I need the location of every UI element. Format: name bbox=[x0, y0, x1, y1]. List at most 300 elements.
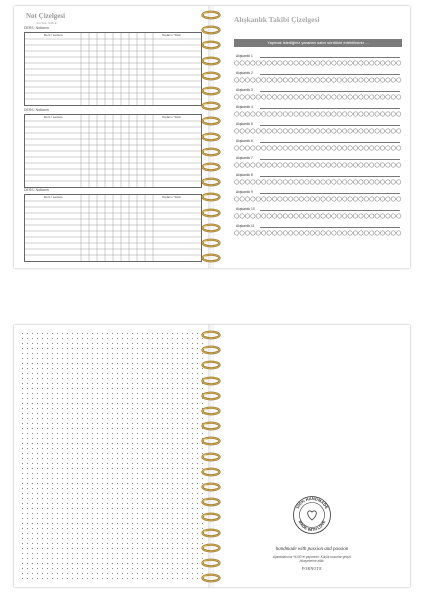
habit-day-circle[interactable] bbox=[375, 78, 379, 82]
habit-day-circle[interactable] bbox=[245, 214, 249, 218]
habit-day-circle[interactable] bbox=[380, 78, 384, 82]
habit-day-circle[interactable] bbox=[310, 197, 314, 201]
habit-day-circle[interactable] bbox=[343, 231, 347, 235]
habit-day-circle[interactable] bbox=[386, 95, 390, 99]
habit-day-circle[interactable] bbox=[267, 214, 271, 218]
habit-day-circle[interactable] bbox=[337, 231, 341, 235]
habit-day-circle[interactable] bbox=[370, 146, 374, 150]
habit-day-circle[interactable] bbox=[245, 129, 249, 133]
habit-day-circle[interactable] bbox=[310, 95, 314, 99]
habit-day-circle[interactable] bbox=[316, 61, 320, 65]
habit-day-circle[interactable] bbox=[262, 112, 266, 116]
habit-day-circle[interactable] bbox=[332, 214, 336, 218]
habit-day-circle[interactable] bbox=[235, 163, 239, 167]
habit-day-circle[interactable] bbox=[256, 197, 260, 201]
habit-day-circle[interactable] bbox=[283, 112, 287, 116]
habit-day-circle[interactable] bbox=[343, 78, 347, 82]
habit-day-circle[interactable] bbox=[283, 197, 287, 201]
habit-day-circle[interactable] bbox=[289, 214, 293, 218]
habit-day-circle[interactable] bbox=[299, 180, 303, 184]
habit-day-circle[interactable] bbox=[272, 231, 276, 235]
habit-day-circle[interactable] bbox=[299, 163, 303, 167]
habit-day-circle[interactable] bbox=[240, 78, 244, 82]
habit-day-circle[interactable] bbox=[294, 78, 298, 82]
habit-day-circle[interactable] bbox=[321, 214, 325, 218]
habit-day-circle[interactable] bbox=[305, 61, 309, 65]
habit-day-circle[interactable] bbox=[305, 163, 309, 167]
habit-day-circle[interactable] bbox=[348, 231, 352, 235]
habit-day-circle[interactable] bbox=[294, 146, 298, 150]
habit-day-circle[interactable] bbox=[397, 163, 401, 167]
habit-day-circle[interactable] bbox=[305, 129, 309, 133]
habit-day-circle[interactable] bbox=[364, 95, 368, 99]
habit-day-circle[interactable] bbox=[332, 112, 336, 116]
habit-day-circle[interactable] bbox=[262, 180, 266, 184]
habit-day-circle[interactable] bbox=[305, 78, 309, 82]
habit-day-circle[interactable] bbox=[289, 163, 293, 167]
habit-day-circle[interactable] bbox=[251, 231, 255, 235]
habit-day-circle[interactable] bbox=[251, 163, 255, 167]
habit-day-circle[interactable] bbox=[256, 78, 260, 82]
habit-day-circle[interactable] bbox=[235, 197, 239, 201]
habit-day-circle[interactable] bbox=[359, 129, 363, 133]
habit-day-circle[interactable] bbox=[294, 197, 298, 201]
habit-day-circle[interactable] bbox=[278, 146, 282, 150]
habit-day-circle[interactable] bbox=[353, 180, 357, 184]
habit-day-circle[interactable] bbox=[283, 61, 287, 65]
habit-day-circle[interactable] bbox=[283, 129, 287, 133]
habit-day-circle[interactable] bbox=[359, 61, 363, 65]
habit-day-circle[interactable] bbox=[397, 197, 401, 201]
habit-day-circle[interactable] bbox=[294, 231, 298, 235]
habit-day-circle[interactable] bbox=[272, 129, 276, 133]
habit-day-circle[interactable] bbox=[305, 146, 309, 150]
habit-day-circle[interactable] bbox=[321, 146, 325, 150]
habit-day-circle[interactable] bbox=[256, 163, 260, 167]
habit-day-circle[interactable] bbox=[245, 61, 249, 65]
habit-day-circle[interactable] bbox=[278, 180, 282, 184]
habit-day-circle[interactable] bbox=[397, 61, 401, 65]
habit-day-circle[interactable] bbox=[391, 163, 395, 167]
habit-day-circle[interactable] bbox=[370, 78, 374, 82]
habit-day-circle[interactable] bbox=[337, 129, 341, 133]
habit-day-circle[interactable] bbox=[332, 197, 336, 201]
habit-day-circle[interactable] bbox=[370, 197, 374, 201]
habit-day-circle[interactable] bbox=[337, 95, 341, 99]
habit-day-circle[interactable] bbox=[310, 180, 314, 184]
habit-day-circle[interactable] bbox=[267, 78, 271, 82]
habit-day-circle[interactable] bbox=[272, 95, 276, 99]
habit-day-circle[interactable] bbox=[267, 61, 271, 65]
habit-day-circle[interactable] bbox=[348, 95, 352, 99]
habit-day-circle[interactable] bbox=[326, 197, 330, 201]
habit-day-circle[interactable] bbox=[353, 78, 357, 82]
habit-day-circle[interactable] bbox=[251, 78, 255, 82]
habit-day-circle[interactable] bbox=[256, 112, 260, 116]
habit-day-circle[interactable] bbox=[353, 214, 357, 218]
habit-day-circle[interactable] bbox=[386, 129, 390, 133]
habit-day-circle[interactable] bbox=[278, 214, 282, 218]
habit-day-circle[interactable] bbox=[310, 163, 314, 167]
habit-day-circle[interactable] bbox=[310, 61, 314, 65]
habit-day-circle[interactable] bbox=[262, 231, 266, 235]
habit-day-circle[interactable] bbox=[235, 214, 239, 218]
habit-day-circle[interactable] bbox=[386, 78, 390, 82]
habit-day-circle[interactable] bbox=[321, 95, 325, 99]
habit-day-circle[interactable] bbox=[397, 129, 401, 133]
habit-day-circle[interactable] bbox=[262, 214, 266, 218]
habit-day-circle[interactable] bbox=[240, 146, 244, 150]
habit-day-circle[interactable] bbox=[337, 78, 341, 82]
habit-day-circle[interactable] bbox=[256, 231, 260, 235]
habit-day-circle[interactable] bbox=[299, 95, 303, 99]
habit-day-circle[interactable] bbox=[262, 61, 266, 65]
habit-day-circle[interactable] bbox=[391, 197, 395, 201]
habit-day-circle[interactable] bbox=[278, 78, 282, 82]
habit-day-circle[interactable] bbox=[305, 197, 309, 201]
habit-day-circle[interactable] bbox=[332, 95, 336, 99]
habit-day-circle[interactable] bbox=[380, 95, 384, 99]
habit-day-circle[interactable] bbox=[289, 78, 293, 82]
habit-day-circle[interactable] bbox=[326, 112, 330, 116]
habit-day-circle[interactable] bbox=[364, 112, 368, 116]
habit-day-circle[interactable] bbox=[391, 231, 395, 235]
habit-day-circle[interactable] bbox=[359, 78, 363, 82]
habit-day-circle[interactable] bbox=[337, 180, 341, 184]
habit-day-circle[interactable] bbox=[321, 180, 325, 184]
habit-day-circle[interactable] bbox=[348, 78, 352, 82]
habit-day-circle[interactable] bbox=[240, 231, 244, 235]
habit-day-circle[interactable] bbox=[272, 112, 276, 116]
habit-day-circle[interactable] bbox=[267, 129, 271, 133]
habit-day-circle[interactable] bbox=[289, 129, 293, 133]
habit-day-circle[interactable] bbox=[332, 180, 336, 184]
habit-day-circle[interactable] bbox=[364, 180, 368, 184]
habit-day-circle[interactable] bbox=[299, 112, 303, 116]
habit-day-circle[interactable] bbox=[370, 129, 374, 133]
habit-day-circle[interactable] bbox=[343, 214, 347, 218]
habit-day-circle[interactable] bbox=[283, 146, 287, 150]
habit-day-circle[interactable] bbox=[294, 61, 298, 65]
habit-day-circle[interactable] bbox=[316, 95, 320, 99]
habit-day-circle[interactable] bbox=[251, 197, 255, 201]
habit-day-circle[interactable] bbox=[397, 214, 401, 218]
habit-day-circle[interactable] bbox=[310, 78, 314, 82]
habit-day-circle[interactable] bbox=[278, 61, 282, 65]
habit-day-circle[interactable] bbox=[262, 78, 266, 82]
habit-day-circle[interactable] bbox=[348, 112, 352, 116]
habit-day-circle[interactable] bbox=[332, 231, 336, 235]
habit-day-circle[interactable] bbox=[343, 163, 347, 167]
habit-day-circle[interactable] bbox=[343, 146, 347, 150]
habit-day-circle[interactable] bbox=[294, 129, 298, 133]
habit-day-circle[interactable] bbox=[267, 231, 271, 235]
habit-day-circle[interactable] bbox=[359, 95, 363, 99]
habit-day-circle[interactable] bbox=[262, 163, 266, 167]
habit-day-circle[interactable] bbox=[359, 180, 363, 184]
habit-day-circle[interactable] bbox=[380, 180, 384, 184]
habit-day-circle[interactable] bbox=[245, 197, 249, 201]
habit-day-circle[interactable] bbox=[397, 231, 401, 235]
habit-day-circle[interactable] bbox=[364, 197, 368, 201]
habit-day-circle[interactable] bbox=[316, 129, 320, 133]
habit-day-circle[interactable] bbox=[397, 146, 401, 150]
habit-day-circle[interactable] bbox=[251, 146, 255, 150]
habit-day-circle[interactable] bbox=[370, 180, 374, 184]
habit-day-circle[interactable] bbox=[251, 112, 255, 116]
habit-day-circle[interactable] bbox=[391, 214, 395, 218]
habit-day-circle[interactable] bbox=[343, 112, 347, 116]
habit-day-circle[interactable] bbox=[380, 146, 384, 150]
habit-day-circle[interactable] bbox=[235, 231, 239, 235]
habit-day-circle[interactable] bbox=[364, 129, 368, 133]
habit-day-circle[interactable] bbox=[391, 112, 395, 116]
habit-day-circle[interactable] bbox=[267, 112, 271, 116]
habit-day-circle[interactable] bbox=[348, 146, 352, 150]
habit-day-circle[interactable] bbox=[348, 180, 352, 184]
habit-day-circle[interactable] bbox=[289, 95, 293, 99]
habit-day-circle[interactable] bbox=[305, 214, 309, 218]
habit-day-circle[interactable] bbox=[245, 163, 249, 167]
habit-day-circle[interactable] bbox=[310, 214, 314, 218]
habit-day-circle[interactable] bbox=[343, 180, 347, 184]
habit-day-circle[interactable] bbox=[272, 163, 276, 167]
habit-day-circle[interactable] bbox=[251, 214, 255, 218]
habit-day-circle[interactable] bbox=[283, 180, 287, 184]
habit-day-circle[interactable] bbox=[240, 197, 244, 201]
habit-day-circle[interactable] bbox=[364, 146, 368, 150]
habit-day-circle[interactable] bbox=[380, 61, 384, 65]
habit-day-circle[interactable] bbox=[256, 146, 260, 150]
habit-day-circle[interactable] bbox=[235, 112, 239, 116]
habit-day-circle[interactable] bbox=[305, 95, 309, 99]
habit-day-circle[interactable] bbox=[353, 129, 357, 133]
habit-day-circle[interactable] bbox=[267, 180, 271, 184]
habit-day-circle[interactable] bbox=[235, 95, 239, 99]
habit-day-circle[interactable] bbox=[321, 61, 325, 65]
habit-day-circle[interactable] bbox=[370, 61, 374, 65]
habit-day-circle[interactable] bbox=[245, 95, 249, 99]
habit-day-circle[interactable] bbox=[391, 78, 395, 82]
habit-day-circle[interactable] bbox=[386, 112, 390, 116]
habit-day-circle[interactable] bbox=[240, 163, 244, 167]
habit-day-circle[interactable] bbox=[353, 163, 357, 167]
habit-day-circle[interactable] bbox=[251, 95, 255, 99]
habit-day-circle[interactable] bbox=[272, 180, 276, 184]
habit-day-circle[interactable] bbox=[343, 129, 347, 133]
habit-day-circle[interactable] bbox=[364, 78, 368, 82]
habit-day-circle[interactable] bbox=[386, 163, 390, 167]
habit-day-circle[interactable] bbox=[305, 180, 309, 184]
habit-day-circle[interactable] bbox=[299, 231, 303, 235]
habit-day-circle[interactable] bbox=[283, 214, 287, 218]
habit-day-circle[interactable] bbox=[380, 214, 384, 218]
habit-day-circle[interactable] bbox=[326, 95, 330, 99]
habit-day-circle[interactable] bbox=[240, 61, 244, 65]
habit-day-circle[interactable] bbox=[240, 95, 244, 99]
habit-day-circle[interactable] bbox=[235, 146, 239, 150]
habit-day-circle[interactable] bbox=[386, 146, 390, 150]
habit-day-circle[interactable] bbox=[370, 95, 374, 99]
habit-day-circle[interactable] bbox=[353, 197, 357, 201]
habit-day-circle[interactable] bbox=[370, 231, 374, 235]
habit-day-circle[interactable] bbox=[364, 214, 368, 218]
habit-day-circle[interactable] bbox=[316, 163, 320, 167]
habit-day-circle[interactable] bbox=[256, 180, 260, 184]
habit-day-circle[interactable] bbox=[283, 231, 287, 235]
habit-day-circle[interactable] bbox=[375, 214, 379, 218]
habit-day-circle[interactable] bbox=[380, 231, 384, 235]
habit-day-circle[interactable] bbox=[397, 95, 401, 99]
habit-day-circle[interactable] bbox=[337, 146, 341, 150]
habit-day-circle[interactable] bbox=[272, 78, 276, 82]
habit-day-circle[interactable] bbox=[353, 61, 357, 65]
habit-day-circle[interactable] bbox=[337, 112, 341, 116]
habit-day-circle[interactable] bbox=[240, 129, 244, 133]
habit-day-circle[interactable] bbox=[299, 146, 303, 150]
habit-day-circle[interactable] bbox=[332, 61, 336, 65]
habit-day-circle[interactable] bbox=[326, 163, 330, 167]
habit-day-circle[interactable] bbox=[353, 231, 357, 235]
habit-day-circle[interactable] bbox=[299, 129, 303, 133]
habit-day-circle[interactable] bbox=[321, 129, 325, 133]
habit-day-circle[interactable] bbox=[278, 197, 282, 201]
habit-day-circle[interactable] bbox=[343, 197, 347, 201]
habit-day-circle[interactable] bbox=[251, 61, 255, 65]
habit-day-circle[interactable] bbox=[326, 129, 330, 133]
habit-day-circle[interactable] bbox=[375, 231, 379, 235]
habit-day-circle[interactable] bbox=[375, 95, 379, 99]
habit-day-circle[interactable] bbox=[353, 146, 357, 150]
habit-day-circle[interactable] bbox=[321, 231, 325, 235]
habit-day-circle[interactable] bbox=[370, 112, 374, 116]
habit-day-circle[interactable] bbox=[294, 163, 298, 167]
habit-day-circle[interactable] bbox=[299, 197, 303, 201]
habit-day-circle[interactable] bbox=[278, 129, 282, 133]
habit-day-circle[interactable] bbox=[289, 61, 293, 65]
habit-day-circle[interactable] bbox=[294, 180, 298, 184]
habit-day-circle[interactable] bbox=[289, 112, 293, 116]
habit-day-circle[interactable] bbox=[267, 197, 271, 201]
habit-day-circle[interactable] bbox=[278, 112, 282, 116]
habit-day-circle[interactable] bbox=[316, 112, 320, 116]
habit-day-circle[interactable] bbox=[326, 78, 330, 82]
habit-day-circle[interactable] bbox=[348, 163, 352, 167]
habit-day-circle[interactable] bbox=[364, 231, 368, 235]
habit-day-circle[interactable] bbox=[359, 231, 363, 235]
habit-day-circle[interactable] bbox=[235, 61, 239, 65]
habit-day-circle[interactable] bbox=[316, 197, 320, 201]
habit-day-circle[interactable] bbox=[359, 214, 363, 218]
habit-day-circle[interactable] bbox=[283, 163, 287, 167]
habit-day-circle[interactable] bbox=[245, 180, 249, 184]
habit-day-circle[interactable] bbox=[386, 214, 390, 218]
habit-day-circle[interactable] bbox=[332, 146, 336, 150]
habit-day-circle[interactable] bbox=[326, 231, 330, 235]
habit-day-circle[interactable] bbox=[299, 214, 303, 218]
habit-day-circle[interactable] bbox=[310, 112, 314, 116]
habit-day-circle[interactable] bbox=[278, 95, 282, 99]
habit-day-circle[interactable] bbox=[245, 231, 249, 235]
habit-day-circle[interactable] bbox=[375, 112, 379, 116]
habit-day-circle[interactable] bbox=[283, 78, 287, 82]
habit-day-circle[interactable] bbox=[321, 163, 325, 167]
habit-day-circle[interactable] bbox=[256, 61, 260, 65]
habit-day-circle[interactable] bbox=[283, 95, 287, 99]
habit-day-circle[interactable] bbox=[348, 129, 352, 133]
habit-day-circle[interactable] bbox=[294, 214, 298, 218]
habit-day-circle[interactable] bbox=[240, 214, 244, 218]
habit-day-circle[interactable] bbox=[337, 214, 341, 218]
habit-day-circle[interactable] bbox=[321, 78, 325, 82]
habit-day-circle[interactable] bbox=[316, 78, 320, 82]
habit-day-circle[interactable] bbox=[332, 163, 336, 167]
habit-day-circle[interactable] bbox=[359, 197, 363, 201]
habit-day-circle[interactable] bbox=[326, 214, 330, 218]
habit-day-circle[interactable] bbox=[386, 61, 390, 65]
habit-day-circle[interactable] bbox=[391, 95, 395, 99]
habit-day-circle[interactable] bbox=[262, 197, 266, 201]
habit-day-circle[interactable] bbox=[310, 129, 314, 133]
habit-day-circle[interactable] bbox=[337, 61, 341, 65]
habit-day-circle[interactable] bbox=[272, 214, 276, 218]
habit-day-circle[interactable] bbox=[310, 231, 314, 235]
habit-day-circle[interactable] bbox=[262, 129, 266, 133]
habit-day-circle[interactable] bbox=[235, 180, 239, 184]
habit-day-circle[interactable] bbox=[278, 231, 282, 235]
habit-day-circle[interactable] bbox=[305, 112, 309, 116]
habit-day-circle[interactable] bbox=[386, 197, 390, 201]
habit-day-circle[interactable] bbox=[337, 197, 341, 201]
habit-day-circle[interactable] bbox=[332, 78, 336, 82]
habit-day-circle[interactable] bbox=[359, 112, 363, 116]
habit-day-circle[interactable] bbox=[380, 129, 384, 133]
habit-day-circle[interactable] bbox=[272, 61, 276, 65]
habit-day-circle[interactable] bbox=[375, 163, 379, 167]
habit-day-circle[interactable] bbox=[299, 78, 303, 82]
habit-day-circle[interactable] bbox=[391, 129, 395, 133]
habit-day-circle[interactable] bbox=[289, 197, 293, 201]
habit-day-circle[interactable] bbox=[316, 231, 320, 235]
habit-day-circle[interactable] bbox=[397, 78, 401, 82]
habit-day-circle[interactable] bbox=[272, 197, 276, 201]
habit-day-circle[interactable] bbox=[386, 180, 390, 184]
habit-day-circle[interactable] bbox=[326, 180, 330, 184]
habit-day-circle[interactable] bbox=[386, 231, 390, 235]
habit-day-circle[interactable] bbox=[353, 112, 357, 116]
habit-day-circle[interactable] bbox=[256, 214, 260, 218]
habit-day-circle[interactable] bbox=[380, 163, 384, 167]
habit-day-circle[interactable] bbox=[391, 61, 395, 65]
habit-day-circle[interactable] bbox=[262, 95, 266, 99]
habit-day-circle[interactable] bbox=[348, 197, 352, 201]
habit-day-circle[interactable] bbox=[289, 231, 293, 235]
habit-day-circle[interactable] bbox=[375, 146, 379, 150]
habit-day-circle[interactable] bbox=[278, 163, 282, 167]
habit-day-circle[interactable] bbox=[267, 146, 271, 150]
habit-day-circle[interactable] bbox=[321, 112, 325, 116]
habit-day-circle[interactable] bbox=[245, 146, 249, 150]
habit-day-circle[interactable] bbox=[332, 129, 336, 133]
habit-day-circle[interactable] bbox=[380, 112, 384, 116]
habit-day-circle[interactable] bbox=[359, 146, 363, 150]
habit-day-circle[interactable] bbox=[245, 112, 249, 116]
habit-day-circle[interactable] bbox=[375, 129, 379, 133]
habit-day-circle[interactable] bbox=[397, 180, 401, 184]
habit-day-circle[interactable] bbox=[267, 95, 271, 99]
habit-day-circle[interactable] bbox=[337, 163, 341, 167]
habit-day-circle[interactable] bbox=[364, 163, 368, 167]
